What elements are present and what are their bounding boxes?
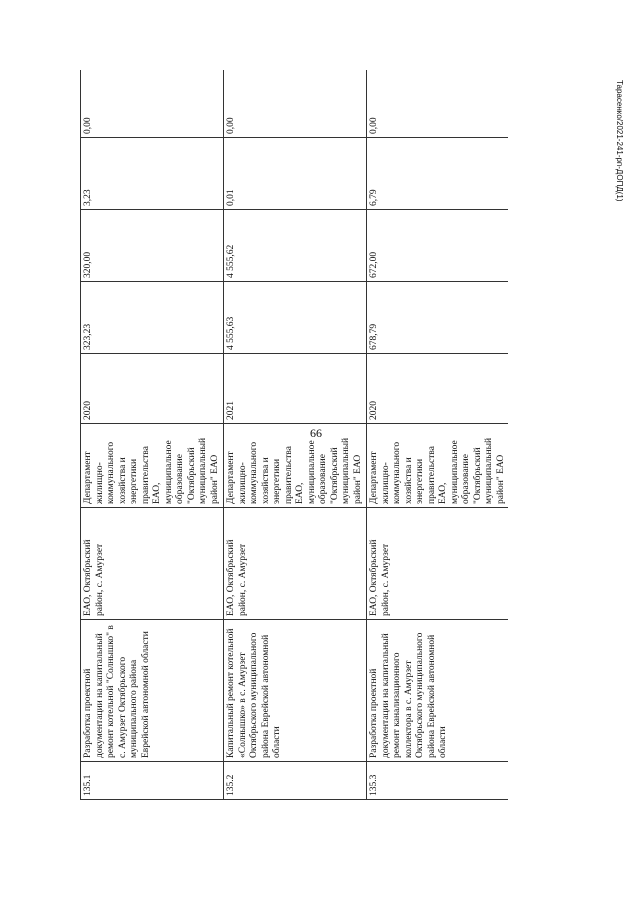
amount-1: 320,00 [81, 210, 224, 282]
project-name: Разработка проектной документации на капитальный ремонт котельной "Солнышко" в с. Амурзет Октябрьского муниципального района Еврейской автономной области [81, 620, 224, 762]
project-year: 2020 [367, 354, 509, 424]
project-location: ЕАО, Октябрьский район, с. Амурзет [224, 508, 367, 620]
total-amount: 678,79 [367, 282, 509, 354]
project-customer: Департамент жилищно-коммунального хозяйства и энергетики правительства ЕАО, муниципальное образование "Октябрьский муниципальный район" ЕАО [367, 424, 509, 508]
total-amount: 4 555,63 [224, 282, 367, 354]
project-customer: Департамент жилищно-коммунального хозяйства и энергетики правительства ЕАО, муниципальное образование "Октябрьский муниципальный район" ЕАО [224, 424, 367, 508]
project-year: 2021 [224, 354, 367, 424]
total-amount: 323,23 [81, 282, 224, 354]
amount-3: 0,00 [81, 70, 224, 138]
amount-3: 0,00 [224, 70, 367, 138]
table-row [81, 70, 224, 800]
amount-2: 3,23 [81, 138, 224, 210]
project-location: ЕАО, Октябрьский район, с. Амурзет [81, 508, 224, 620]
document-code [612, 80, 624, 900]
project-name: Капитальный ремонт котельной «Солнышко» в с. Амурзет Октябрьского муниципального района Еврейской автономной области [224, 620, 367, 762]
amount-1: 4 555,62 [224, 210, 367, 282]
amount-2: 0,01 [224, 138, 367, 210]
project-customer: Департамент жилищно-коммунального хозяйства и энергетики правительства ЕАО, муниципальное образование "Октябрьский муниципальный район" ЕАО [81, 424, 224, 508]
project-year: 2020 [81, 354, 224, 424]
row-number: 135.3 [367, 762, 509, 800]
table-row [224, 70, 367, 800]
rotated-table-area [80, 70, 508, 800]
project-location: ЕАО, Октябрьский район, с. Амурзет [367, 508, 509, 620]
amount-2: 6,79 [367, 138, 509, 210]
amount-3: 0,00 [367, 70, 509, 138]
project-name: Разработка проектной документации на капитальный ремонт канализационного коллектора в с. Амурзет Октябрьского муниципального района Еврейской автономной области [367, 620, 509, 762]
program-table [80, 70, 508, 800]
page-number: 66 [310, 426, 322, 440]
document-code-text: Тарасенко/2021-241-рп-ДОПД(1) [615, 80, 624, 202]
row-number: 135.1 [81, 762, 224, 800]
row-number: 135.2 [224, 762, 367, 800]
amount-1: 672,00 [367, 210, 509, 282]
table-row [367, 70, 509, 800]
